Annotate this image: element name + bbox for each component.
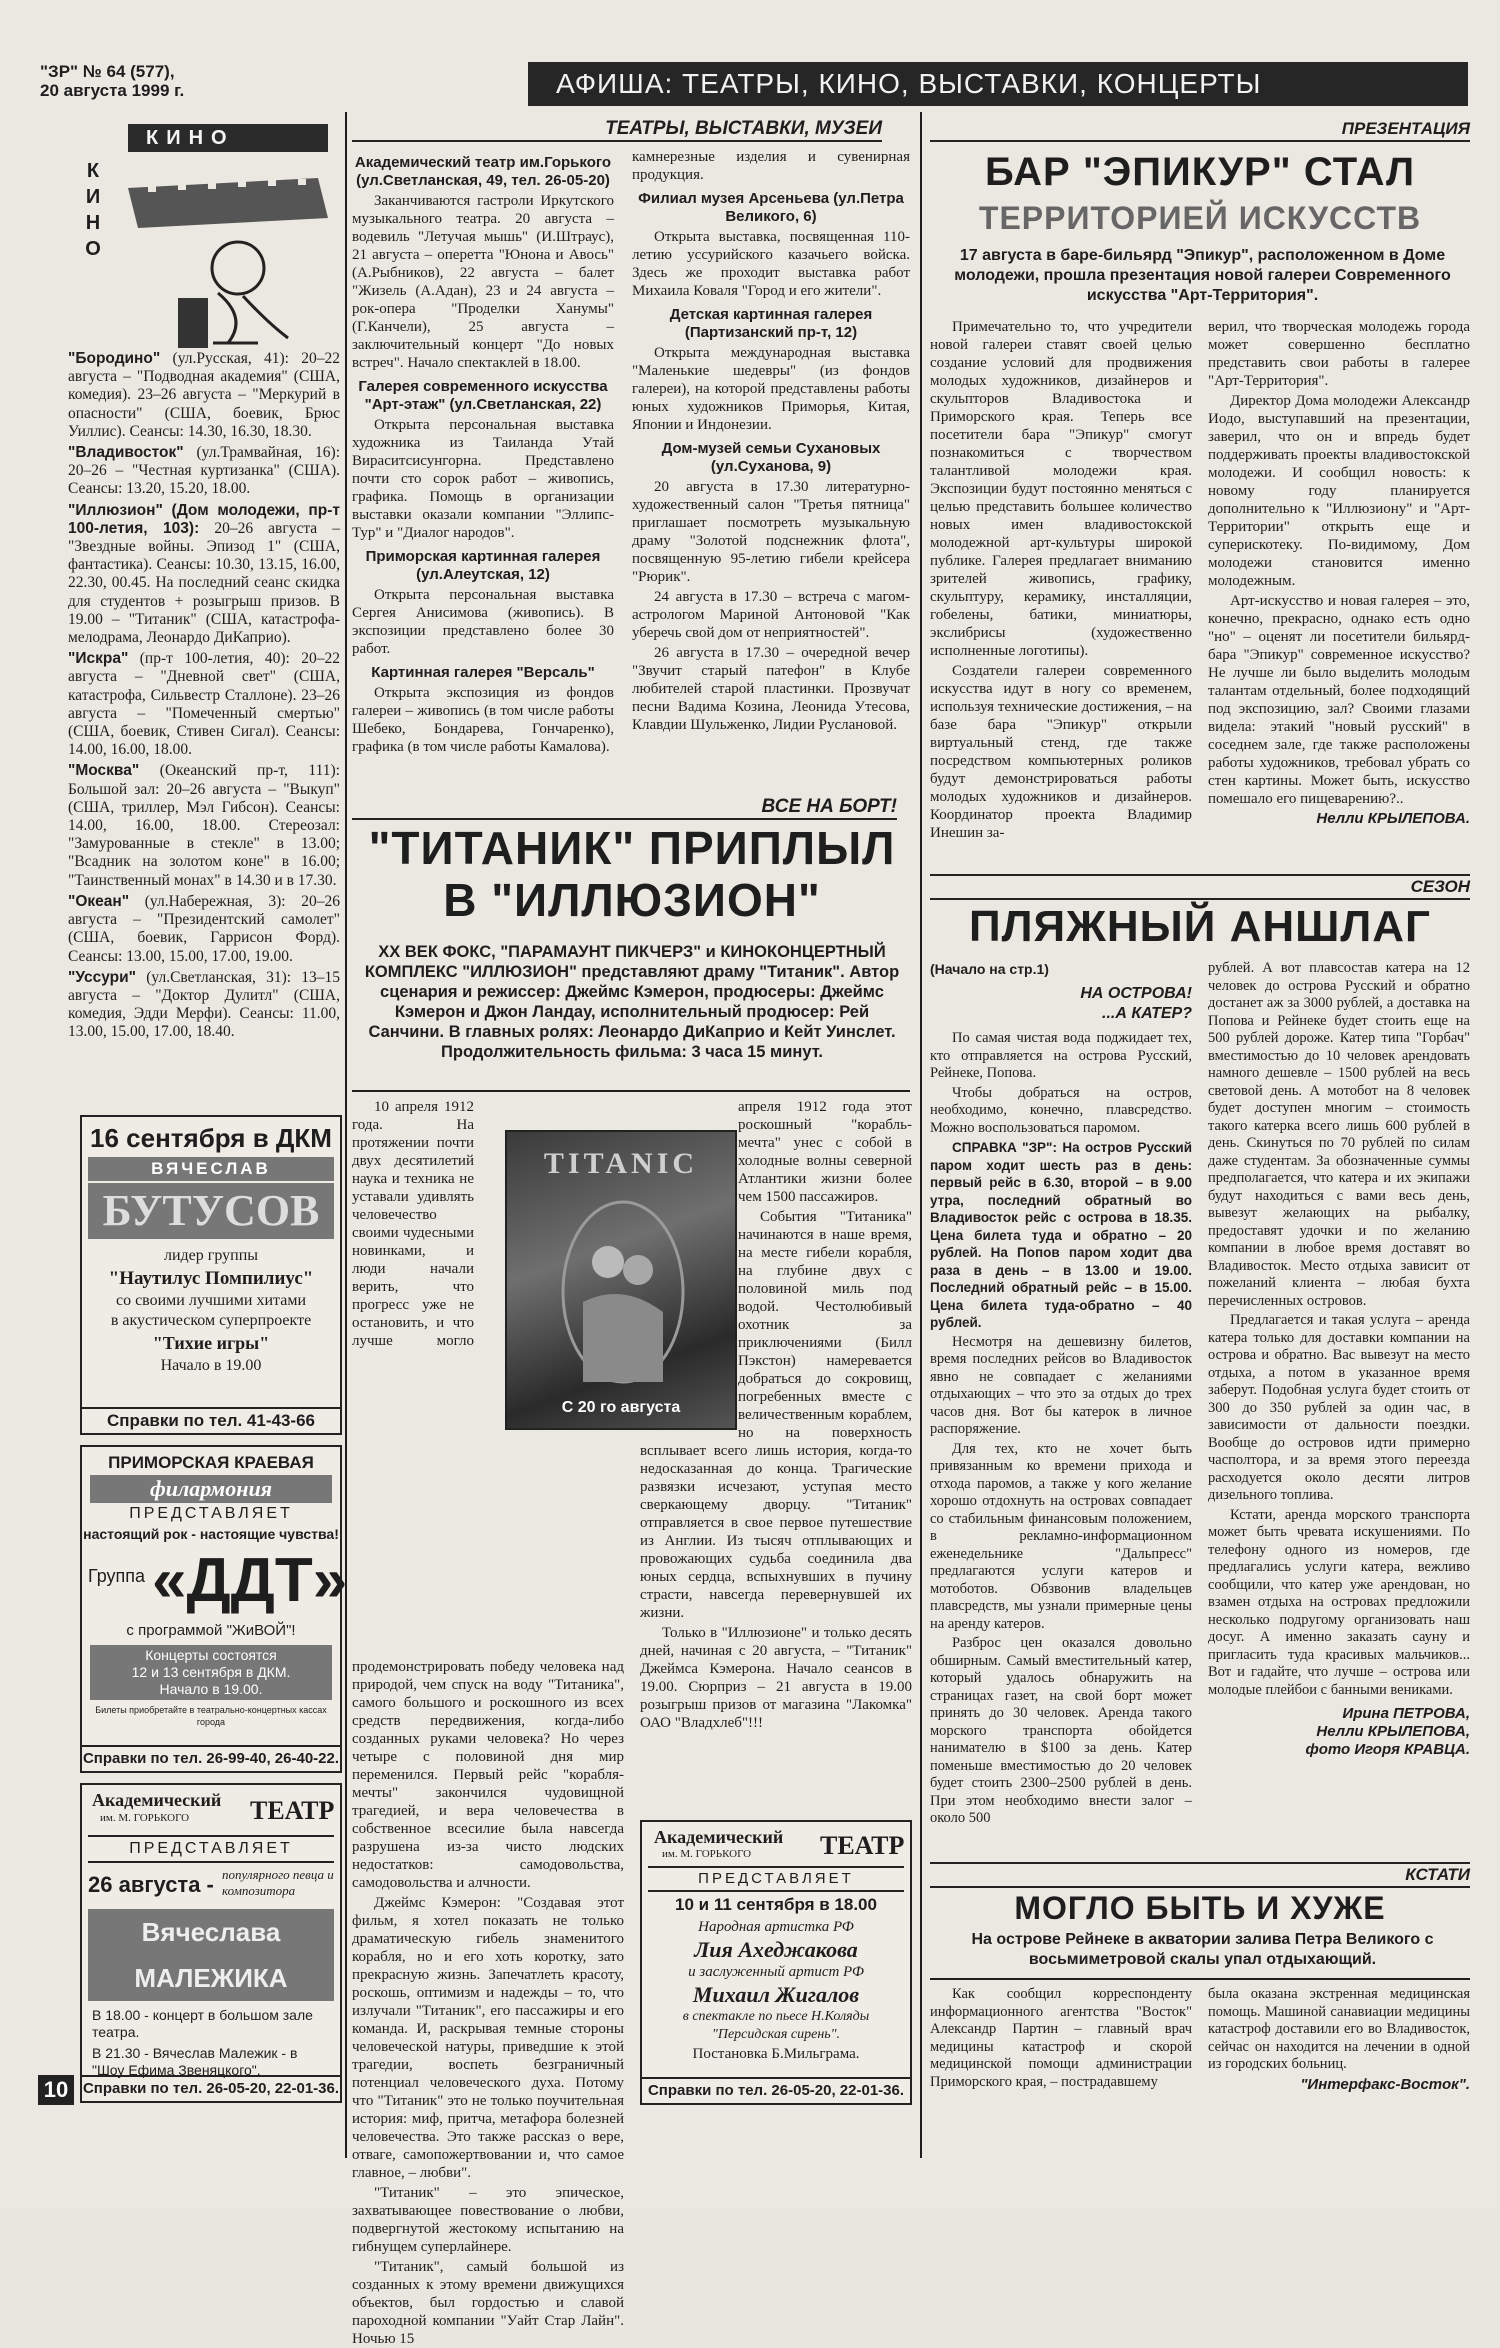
beach-col-2 bbox=[1208, 960, 1470, 1840]
ad-ak-line-7: Постановка Б.Мильграма. bbox=[692, 2046, 860, 2062]
worse-headline: МОГЛО БЫТЬ И ХУЖЕ bbox=[1014, 1890, 1386, 1926]
ad-malezhik-show-2: В 21.30 - Вячеслав Малежик - в "Шоу Ефима Звеняцкого". bbox=[92, 2045, 298, 2078]
beach-col-1 bbox=[930, 960, 1192, 1840]
ad-butusov-lastname: БУТУСОВ bbox=[88, 1183, 334, 1239]
venue-text: камнерезные изделия и сувенирная продукция. bbox=[632, 149, 910, 183]
ad-ak-theatre-1: Академический bbox=[654, 1827, 784, 1847]
cinema-listing bbox=[68, 502, 340, 648]
venue-heading: Картинная галерея "Версаль" bbox=[371, 664, 595, 681]
ad-butusov-start: Начало в 19.00 bbox=[160, 1357, 262, 1374]
worse-lead-rule bbox=[930, 1978, 1470, 1980]
venue-heading: Приморская картинная галерея (ул.Алеутская, 12) bbox=[365, 548, 601, 583]
ad-malezhik bbox=[80, 1783, 342, 2103]
page-number: 10 bbox=[38, 2075, 74, 2105]
theatres-col-2 bbox=[632, 148, 910, 788]
ad-ddt-concert-1: Концерты состоятся bbox=[145, 1647, 277, 1663]
titanic-rubric: ВСЕ НА БОРТ! bbox=[352, 796, 897, 820]
kino-listings bbox=[68, 350, 340, 1140]
venue-text: Заканчиваются гастроли Иркутского музыкального театра. 20 августа – водевиль "Летучая мышь" (И.Штраус), 21 августа – оперетта "Юнона и Авось" (А.Рыбников), 22 августа – балет "Жизель (А.Адан), 23 и 24 августа – рок-опера "Проделки Ханумы" (Г.Канчели), 25 августа – заключительный концерт "До новых встреч". Начало спектаклей в 18.00. bbox=[352, 193, 614, 371]
ad-butusov-firstname: ВЯЧЕСЛАВ bbox=[88, 1157, 334, 1181]
beach-paragraph: рублей. А вот плавсостав катера на 12 человек до острова Русский и обратно достанет аж за 3000 рублей, а доставка на Попова и Рейнеке будет стоить еще на 500 рублей дороже. Катер типа "Горбач" вместимостью до 10 человек арендовать намного дешевле – 1500 рублей на весь световой день. А мотобот на 8 человек будет доступен многим – стоимость такого катерка всего лишь 600 рублей в день. Скинуться по 70 рублей по силам даже студентам. За обозначенные суммы предполагается, что катера и их экипажи будут находиться с вами весь день, вывезут желающих на рыбалку, предоставят удочки и по желанию компании в любое время доставят во Владивосток. Место отдыха зависит от пожеланий клиента – любая бухта перечисленных островов. bbox=[1208, 960, 1470, 1309]
ad-ak-line-1: Народная артистка РФ bbox=[698, 1919, 854, 1935]
ad-malezhik-theatre-3: ТЕАТР bbox=[250, 1796, 335, 1825]
ad-malezhik-presents: ПРЕДСТАВЛЯЕТ bbox=[88, 1835, 334, 1863]
beach-paragraph: Для тех, кто не хочет быть привязанным ко времени прихода и отхода паромов, а также у кого желание хорошо отдохнуть на островах совпадает со стабильным финансовым положением, в рекламно-информационном еженедельнике "Дальпресс" предлагаются услуги катеров и мотоботов. Обзвонив владельцев плавсредств, мы узнали примерные цены на аренду катеров. bbox=[930, 1440, 1192, 1632]
theatres-col-1 bbox=[352, 148, 614, 788]
epikur-paragraph: Арт-искусство и новая галерея – это, конечно, прекрасно, однако есть одно "но" – оценят ли посетители бильярд-бара "Эпикур" современное искусство? Не лучше ли было выделить молодым талантам отдельный, более подходящий под экспозицию, зал? Своими глазами видела: этакий "новый русский" в соседнем зале, где также расположены работы художников, требовал убрать со стен картины. Может быть, искусство помешало его пищеварению?.. bbox=[1208, 593, 1470, 807]
beach-headline: ПЛЯЖНЫЙ АНШЛАГ bbox=[969, 902, 1431, 951]
issue-line-1: "ЗР" № 64 (577), bbox=[40, 62, 175, 81]
filmstrip-illustration bbox=[118, 158, 338, 358]
cinema-name: "Океан" bbox=[68, 892, 130, 910]
cinema-info: 20–26 августа – "Звездные войны. Эпизод 1" (США, фантастика). Сеансы: 10.30, 13.15, 16.00, 22.30, 00.45. На последний сеанс скидка для студентов + розыгрыш призов. В 19.00 – "Титаник" (США, катастрофа-мелодрама, Леонардо ДиКаприо). bbox=[68, 519, 341, 647]
ad-ak-line-5: в спектакле по пьесе Н.Коляды bbox=[682, 2009, 870, 2024]
venue-text: Открыта персональная выставка Сергея Анисимова (живопись). В экспозиции представлено более 30 работ. bbox=[352, 587, 614, 657]
titanic-paragraph: "Титаник" – это эпическое, захватывающее повествование о любви, подвергнутой жестокому испытанию на гибнущем суперлайнере. bbox=[352, 2185, 624, 2255]
epikur-lead: 17 августа в баре-бильярд "Эпикур", расположенном в Доме молодежи, прошла презентация новой галереи Современного искусства "Арт-Территория". bbox=[954, 247, 1451, 304]
ad-ddt-tickets: Билеты приобретайте в театрально-концертных кассах города bbox=[95, 1705, 327, 1727]
cinema-listing bbox=[68, 350, 340, 441]
ad-ddt-concert-3: Начало в 19.00. bbox=[159, 1681, 263, 1697]
kino-logo bbox=[78, 118, 340, 358]
ad-malezhik-theatre-2: им. М. ГОРЬКОГО bbox=[100, 1812, 190, 1824]
cinema-listing bbox=[68, 969, 340, 1042]
beach-subhead-2: ...А КАТЕР? bbox=[1102, 1005, 1192, 1022]
cinema-name: "Уссури" bbox=[68, 968, 137, 986]
venue-heading: Галерея современного искусства "Арт-этаж" (ул.Светланская, 22) bbox=[358, 378, 608, 413]
worse-paragraph: Как сообщил корреспонденту информационного агентства "Восток" Александр Партин – главный врач медицины катастроф и скорой медицинской помощи администрации Приморского края, – пострадавшему bbox=[930, 1986, 1192, 2090]
worse-col-2 bbox=[1208, 1986, 1470, 2106]
venue-text: 20 августа в 17.30 литературно-художественный салон "Третья пятница" приглашает посмотреть музыкальную драму "Золотой подснежник флота", посвященную 95-летию гибели крейсера "Рюрик". bbox=[632, 479, 910, 585]
worse-lead: На острове Рейнеке в акватории залива Петра Великого с восьмиметровой скалы упал отдыхающий. bbox=[971, 1931, 1434, 1968]
epikur-paragraph: Создатели галереи современного искусства идут в ногу со временем, используя технические достижения, – на базе бара "Эпикур" открыли виртуальный стенд, где также посредством компьютерных роликов будут демонстрироваться работы молодых художников и дизайнеров. Координатор проекта Владимир Инешин за- bbox=[930, 663, 1192, 841]
issue-line-2: 20 августа 1999 г. bbox=[40, 81, 185, 100]
ad-malezhik-date: 26 августа - bbox=[88, 1872, 214, 1897]
venue-text: 24 августа в 17.30 – встреча с магом-астрологом Мариной Антоновой "Как уберечь свой дом от неприятностей". bbox=[632, 589, 910, 641]
venue-text: Открыта выставка, посвященная 110-летию уссурийского казачьего войска. Здесь же проходит выставка работ Михаила Коваля "Город и его жители". bbox=[632, 229, 910, 299]
ad-ak-line-2: Лия Ахеджакова bbox=[694, 1937, 858, 1962]
ad-butusov-line4: в акустическом суперпроекте bbox=[110, 1312, 312, 1329]
worse-rubric: КСТАТИ bbox=[930, 1862, 1470, 1888]
ad-malezhik-name: Вячеслава МАЛЕЖИКА bbox=[88, 1909, 334, 2001]
ad-ddt-philharmonic: филармония bbox=[90, 1475, 332, 1503]
beach-rubric: СЕЗОН bbox=[930, 874, 1470, 900]
kino-logo-horizontal: КИНО bbox=[128, 124, 328, 152]
ad-ddt bbox=[80, 1445, 348, 1773]
venue-heading: Филиал музея Арсеньева (ул.Петра Великого, 6) bbox=[638, 190, 904, 225]
ad-butusov-line2: "Наутилус Помпилиус" bbox=[108, 1268, 314, 1289]
cinema-info: (ул.Светланская, 31): 13–15 августа – "Доктор Дулитл" (США, комедия, Эдди Мерфи). Сеансы: 11.00, 13.00, 15.00, 17.00, 18.40. bbox=[68, 968, 340, 1041]
beach-author-3: фото Игоря КРАВЦА. bbox=[1305, 1741, 1470, 1758]
cinema-info: (пр-т 100-летия, 40): 20–22 августа – "Дневной свет" (США, катастрофа, Сильвестр Сталлоне). 23–26 августа – "Помеченный смертью" (США, боевик, Стивен Сигал). Сеансы: 14.00, 16.00, 18.00. bbox=[68, 650, 340, 759]
beach-paragraph: По самая чистая вода поджидает тех, кто отправляется на острова Русский, Рейнеке, Попова. bbox=[930, 1030, 1192, 1081]
cinema-listing bbox=[68, 444, 340, 499]
titanic-lead-rule bbox=[352, 1090, 910, 1092]
issue-info bbox=[40, 62, 250, 100]
ad-butusov-line5: "Тихие игры" bbox=[152, 1333, 270, 1353]
titanic-headline-2: В "ИЛЛЮЗИОН" bbox=[443, 874, 821, 926]
ad-butusov-date: 16 сентября в ДКМ bbox=[90, 1123, 332, 1153]
ad-ddt-phone: Справки по тел. 26-99-40, 26-40-22. bbox=[82, 1745, 340, 1771]
titanic-col-2 bbox=[640, 1098, 912, 1788]
cinema-name: "Бородино" bbox=[68, 350, 161, 367]
epikur-col-1 bbox=[930, 318, 1192, 888]
poster-title: TITANIC bbox=[543, 1147, 699, 1180]
epikur-headline-2: ТЕРРИТОРИЕЙ ИСКУССТВ bbox=[978, 200, 1422, 236]
epikur-paragraph: Директор Дома молодежи Александр Иодо, выступавший на презентации, заверил, что он и впредь будет поддерживать проекты владивостокской молодежи. И сообщил новость: к новому году планируется дополнительно к "Иллюзиону" и "Арт-Территории" открыть еще и суперискотеку. По-видимому, Дом молодежи становится именно молодежным. bbox=[1208, 393, 1470, 589]
ad-ak-line-4: Михаил Жигалов bbox=[692, 1982, 860, 2007]
cinema-info: (ул.Русская, 41): 20–22 августа – "Подводная академия" (США, комедия). 23–26 августа – "Меркурий в опасности" (США, боевик, Брюс Уиллис). Сеансы: 14.30, 16.30, 18.30. bbox=[68, 350, 340, 440]
cinema-listing bbox=[68, 762, 340, 889]
ad-akhedzhakova bbox=[640, 1820, 912, 2105]
ad-malezhik-theatre-1: Академический bbox=[92, 1790, 222, 1810]
ad-ddt-presents: ПРЕДСТАВЛЯЕТ bbox=[129, 1505, 293, 1522]
beach-paragraph: Кстати, аренда морского транспорта может быть чревата искушениями. По телефону одного из номеров, где предлагались услуги катера, вежливо сообщили, что катер уже арендован, но взамен отдыха на островах предложили несколько подругому организовать наш досуг. А именно заказать сауну и пригласить туда красивых мальчиков... Вот и гадайте, что лучше – острова или молодые плейбои с банными вениками. bbox=[1208, 1506, 1470, 1698]
titanic-paragraph: Только в "Иллюзионе" и только десять дней, начиная с 20 августа, – "Титаник" Джеймса Кэмерона. Начало сеансов в 19.00. Сюрприз – 21 августа в 19.00 розыгрыш призов от магазина "Лакомка" ОАО "Владхлеб"!!! bbox=[640, 1625, 912, 1731]
ad-ak-theatre-3: ТЕАТР bbox=[820, 1831, 905, 1860]
venue-text: Открыта персональная выставка художника из Таиланда Утай Вираситсисунгорна. Представлено почти сто сорок работ – живопись, графика. Помощь в организации выставки оказали компании "Эллипс-Тур" и "Диалог народов". bbox=[352, 417, 614, 541]
titanic-paragraph: 10 апреля 1912 года. На протяжении почти двух десятилетий наука и техника не уставали удивлять человечество своими чудесными новинками, и люди начали верить, что прогресс уже не остановить, и что лучше могло продемонстрировать победу человека над природой, чем спуск на воду "Титаника", самого большого и роскошного из всех средств передвижения, когда-либо созданных руками человека? Но через четыре с половиной дня мир переменился. Первый рейс "корабля-мечты" закончился чудовищной трагедией, и вера человечества в собственное всесилие была навсегда разрушена из-за чисто людских недостатков: самодовольства, самодовольства и алчности. bbox=[352, 1099, 624, 1891]
epikur-rubric: ПРЕЗЕНТАЦИЯ bbox=[930, 118, 1470, 142]
beach-spravka: СПРАВКА "ЗР": На остров Русский паром ходит шесть раз в день: первый рейс в 6.30, второй – в 9.00 утра, последний обратный во Владивосток рейс с острова в 18.35. Цена билета туда и обратно – 20 рублей. На Попов паром ходит два раза в день – в 13.00 и 19.00. Последний обратный рейс – в 15.00. Цена билета туда-обратно – 40 рублей. bbox=[930, 1140, 1192, 1330]
ad-butusov-phone: Справки по тел. 41-43-66 bbox=[82, 1407, 340, 1433]
cinema-name: "Искра" bbox=[68, 650, 129, 668]
epikur-paragraph: верил, что творческая молодежь города может совершенно бесплатно представить свои работы в галерее "Арт-Территория". bbox=[1208, 319, 1470, 389]
ad-ak-line-3: и заслуженный артист РФ bbox=[688, 1964, 864, 1980]
theatres-rubric: ТЕАТРЫ, ВЫСТАВКИ, МУЗЕИ bbox=[352, 118, 882, 142]
ad-ddt-slogan: настоящий рок - настоящие чувства! bbox=[83, 1526, 339, 1542]
beach-author-1: Ирина ПЕТРОВА, bbox=[1342, 1705, 1470, 1722]
cinema-info: (Океанский пр-т, 111): Большой зал: 20–26 августа – "Выкуп" (США, триллер, Мэл Гибсон). Сеансы: 14.00, 16.00, 18.00. Стереозал: "Замурованные в стекле" в 13.00; "Всадник на золотом коне" в 16.00; "Таинственный монах" в 14.30 и в 17.30. bbox=[68, 762, 340, 889]
ad-butusov-line3: со своими лучшими хитами bbox=[115, 1292, 307, 1309]
titanic-headline-1: "ТИТАНИК" ПРИПЛЫЛ bbox=[368, 822, 896, 874]
epikur-col-2 bbox=[1208, 318, 1470, 888]
epikur-headline-1: БАР "ЭПИКУР" СТАЛ bbox=[984, 150, 1416, 194]
worse-paragraph: была оказана экстренная медицинская помощь. Машиной санавиации медицины катастроф доставили его во Владивосток, сейчас он находится на лечении в одной из городских больниц. bbox=[1208, 1986, 1470, 2072]
epikur-paragraph: Примечательно то, что учредители новой галереи ставят своей целью создание условий для продвижения молодых художников, дизайнеров и скульпторов Владивостока и Приморского края. Теперь все посетители бара "Эпикур" смогут познакомиться с творчеством талантливой молодежи края. Экспозиции будут постоянно меняться с целью представить большее количество новых имен владивостокской молодежной арт-культуры широкой публике. Галерея предлагает вниманию зрителей живопись, графику, скульптуру, керамику, инсталляции, гобелены, батики, миниатюры, экслибрисы (художественно исполненные логотипы). bbox=[930, 319, 1192, 659]
ad-malezhik-desc: популярного певца и композитора bbox=[222, 1867, 334, 1898]
ad-malezhik-show-1: В 18.00 - концерт в большом зале театра. bbox=[92, 2007, 313, 2040]
titanic-paragraph: "Титаник", самый большой из созданных к этому времени движущихся объектов, был гордостью и славой пароходной компании "Уайт Стар Лайн". Ночью 15 bbox=[352, 2259, 624, 2347]
venue-heading: Дом-музей семьи Сухановых (ул.Суханова, 9) bbox=[661, 440, 881, 475]
column-rule-right bbox=[920, 112, 922, 2158]
cinema-listing bbox=[68, 650, 340, 759]
venue-heading: Академический театр им.Горького (ул.Светланская, 49, тел. 26-05-20) bbox=[354, 154, 612, 189]
venue-text: 26 августа в 17.30 – очередной вечер "Звучит старый патефон" в Клубе любителей старой пластинки. Прозвучат песни Вадима Козина, Леонида Утесова, Клавдии Шульженко, Лидии Руслановой. bbox=[632, 645, 910, 733]
ad-ddt-name: «ДДТ» bbox=[152, 1546, 348, 1615]
cinema-name: "Владивосток" bbox=[68, 444, 184, 462]
ad-ddt-concert-2: 12 и 13 сентября в ДКМ. bbox=[131, 1664, 291, 1680]
venue-heading: Детская картинная галерея (Партизанский пр-т, 12) bbox=[669, 306, 873, 341]
beach-paragraph: Чтобы добраться на остров, необходимо, конечно, плавсредство. Можно воспользоваться паромом. bbox=[930, 1084, 1192, 1136]
venue-text: Открыта международная выставка "Маленькие шедевры" (из фондов галереи), на которой представлены работы юных художников Приморья, Китая, Японии и Индонезии. bbox=[632, 345, 910, 433]
poster-space bbox=[640, 1098, 738, 1428]
ad-ak-presents: ПРЕДСТАВЛЯЕТ bbox=[648, 1866, 904, 1892]
worse-col-1 bbox=[930, 1986, 1192, 2106]
beach-paragraph: Разброс цен оказался довольно обширным. Самый вместительный катер, который удалось обнаружить на страницах газет, на свой борт может принять до 30 человек. Аренда такого морского транспорта обойдется нанимателю в $100 за день. Катер поменьше вместимостью до 20 человек будет стоить 2300–2500 рублей в день. При этом необходимо внести залог – около 500 bbox=[930, 1635, 1192, 1826]
worse-source: "Интерфакс-Восток". bbox=[1300, 2075, 1470, 2093]
beach-start-note: (Начало на стр.1) bbox=[930, 961, 1049, 977]
kino-logo-vertical: КИНО bbox=[85, 160, 101, 260]
beach-subhead-1: НА ОСТРОВА! bbox=[1080, 985, 1192, 1002]
titanic-paragraph: События "Титаника" начинаются в наше время, на месте гибели корабля, на глубине двух с половиной миль под водой. Честолюбивый охотник за приключениями (Билл Пэкстон) намеревается добраться до сокровищ, погребенных вместе с величественным кораблем, но на поверхность всплывает всего лишь история, когда-то недосказанная до конца. Трагические развязки исчезают, уступая место сверкающему дворцу. "Титаник" отправляется в свое первое путешествие из Англии. Из тысяч отплывающих и провожающих судьба соединила два юных сердца, вспыхнувших в пучину страсти, навсегда перевернувшей их жизни. bbox=[640, 1209, 912, 1621]
beach-paragraph: Предлагается и такая услуга – аренда катера только для доставки компании на острова и обратно. Вас вывезут на место отдыха, а потом в указанное время заберут. Подобная услуга будет стоить от 300 до 350 рублей за один час, в зависимости от дальности поездки. Вообще до островов идти примерно часполтора, и за время этого переезда расходуется около десяти литров дизельного топлива. bbox=[1208, 1312, 1470, 1503]
cinema-name: "Москва" bbox=[68, 762, 140, 780]
titanic-lead: XX ВЕК ФОКС, "ПАРАМАУНТ ПИКЧЕРЗ" и КИНОКОНЦЕРТНЫЙ КОМПЛЕКС "ИЛЛЮЗИОН" представляют драму "Титаник". Автор сценария и режиссер: Джеймс Кэмерон, продюсеры: Джеймс Кэмерон и Джон Ландау, исполнительный продюсер: Рей Санчини. В главных ролях: Леонардо ДиКаприо и Кейт Уинслет. Продолжительность фильма: 3 часа 15 минут. bbox=[364, 943, 900, 1061]
ad-ak-theatre-2: им. М. ГОРЬКОГО bbox=[662, 1848, 752, 1860]
poster-date: С 20 го августа bbox=[561, 1399, 681, 1416]
section-banner: АФИША: ТЕАТРЫ, КИНО, ВЫСТАВКИ, КОНЦЕРТЫ bbox=[528, 62, 1468, 106]
cinema-name: "Иллюзион" (Дом молодежи, пр-т 100-летия, 103): bbox=[68, 501, 340, 537]
ad-ddt-program: с программой "ЖиВОЙ"! bbox=[126, 1622, 296, 1639]
titanic-paragraph: Джеймс Кэмерон: "Создавая этот фильм, я хотел показать не только драматическую гибель знаменитого корабля, но и его хоть коротку, зато прекрасную жизнь. Запечатлеть красоту, роскошь, оптимизм и надежды – то, что излучали "Титаник", его пассажиры и его команда. И, раскрывая темные стороны человеческой натуры, приведшие к этой трагедии, воспеть безграничный потенциал человеческого духа. Потому что "Титаник" это не только поучительная история: миф, притча, метафора болезней человечества. Это также рассказ о вере, отваге, самопожертвовании и, что самое главное, – любви". bbox=[352, 1895, 624, 2181]
ad-butusov bbox=[80, 1115, 342, 1435]
cinema-info: (ул.Набережная, 3): 20–26 августа – "Президентский самолет" (США, боевик, Гаррисон Форд). Сеансы: 13.00, 15.00, 17.00, 19.00. bbox=[68, 892, 340, 965]
ad-ddt-org: ПРИМОРСКАЯ КРАЕВАЯ bbox=[108, 1453, 314, 1472]
ad-malezhik-phone: Справки по тел. 26-05-20, 22-01-36. bbox=[82, 2075, 340, 2101]
ad-ak-line-6: "Персидская сирень". bbox=[711, 2027, 841, 2042]
ad-ddt-group: Группа bbox=[88, 1566, 146, 1586]
ad-butusov-line1: лидер группы bbox=[163, 1247, 258, 1264]
cinema-listing bbox=[68, 893, 340, 966]
ad-ak-phone: Справки по тел. 26-05-20, 22-01-36. bbox=[642, 2077, 910, 2103]
ad-ak-date: 10 и 11 сентября в 18.00 bbox=[675, 1895, 877, 1914]
titanic-paragraph: апреля 1912 года этот роскошный "корабль-мечта" унес с собой в холодные волны северной Атлантики жизни более чем 1500 пассажиров. bbox=[640, 1098, 912, 1206]
beach-paragraph: Несмотря на дешевизну билетов, время последних рейсов во Владивосток явно не совпадает с желаниями отдыхающих – что это за отдых до трех часов дня. Вот бы катерок в личное распоряжение. bbox=[930, 1333, 1192, 1437]
column-rule-left bbox=[345, 112, 347, 2158]
cinema-info: (ул.Трамвайная, 16): 20–26 – "Честная куртизанка" (США). Сеансы: 13.20, 15.20, 18.00. bbox=[68, 444, 341, 498]
venue-text: Открыта экспозиция из фондов галереи – живопись (в том числе работы Шебеко, Бондарева, Гончаренко), графика (в том числе работы Камалова). bbox=[352, 685, 614, 755]
epikur-author: Нелли КРЫЛЕПОВА. bbox=[1316, 810, 1470, 827]
beach-author-2: Нелли КРЫЛЕПОВА, bbox=[1316, 1723, 1470, 1740]
